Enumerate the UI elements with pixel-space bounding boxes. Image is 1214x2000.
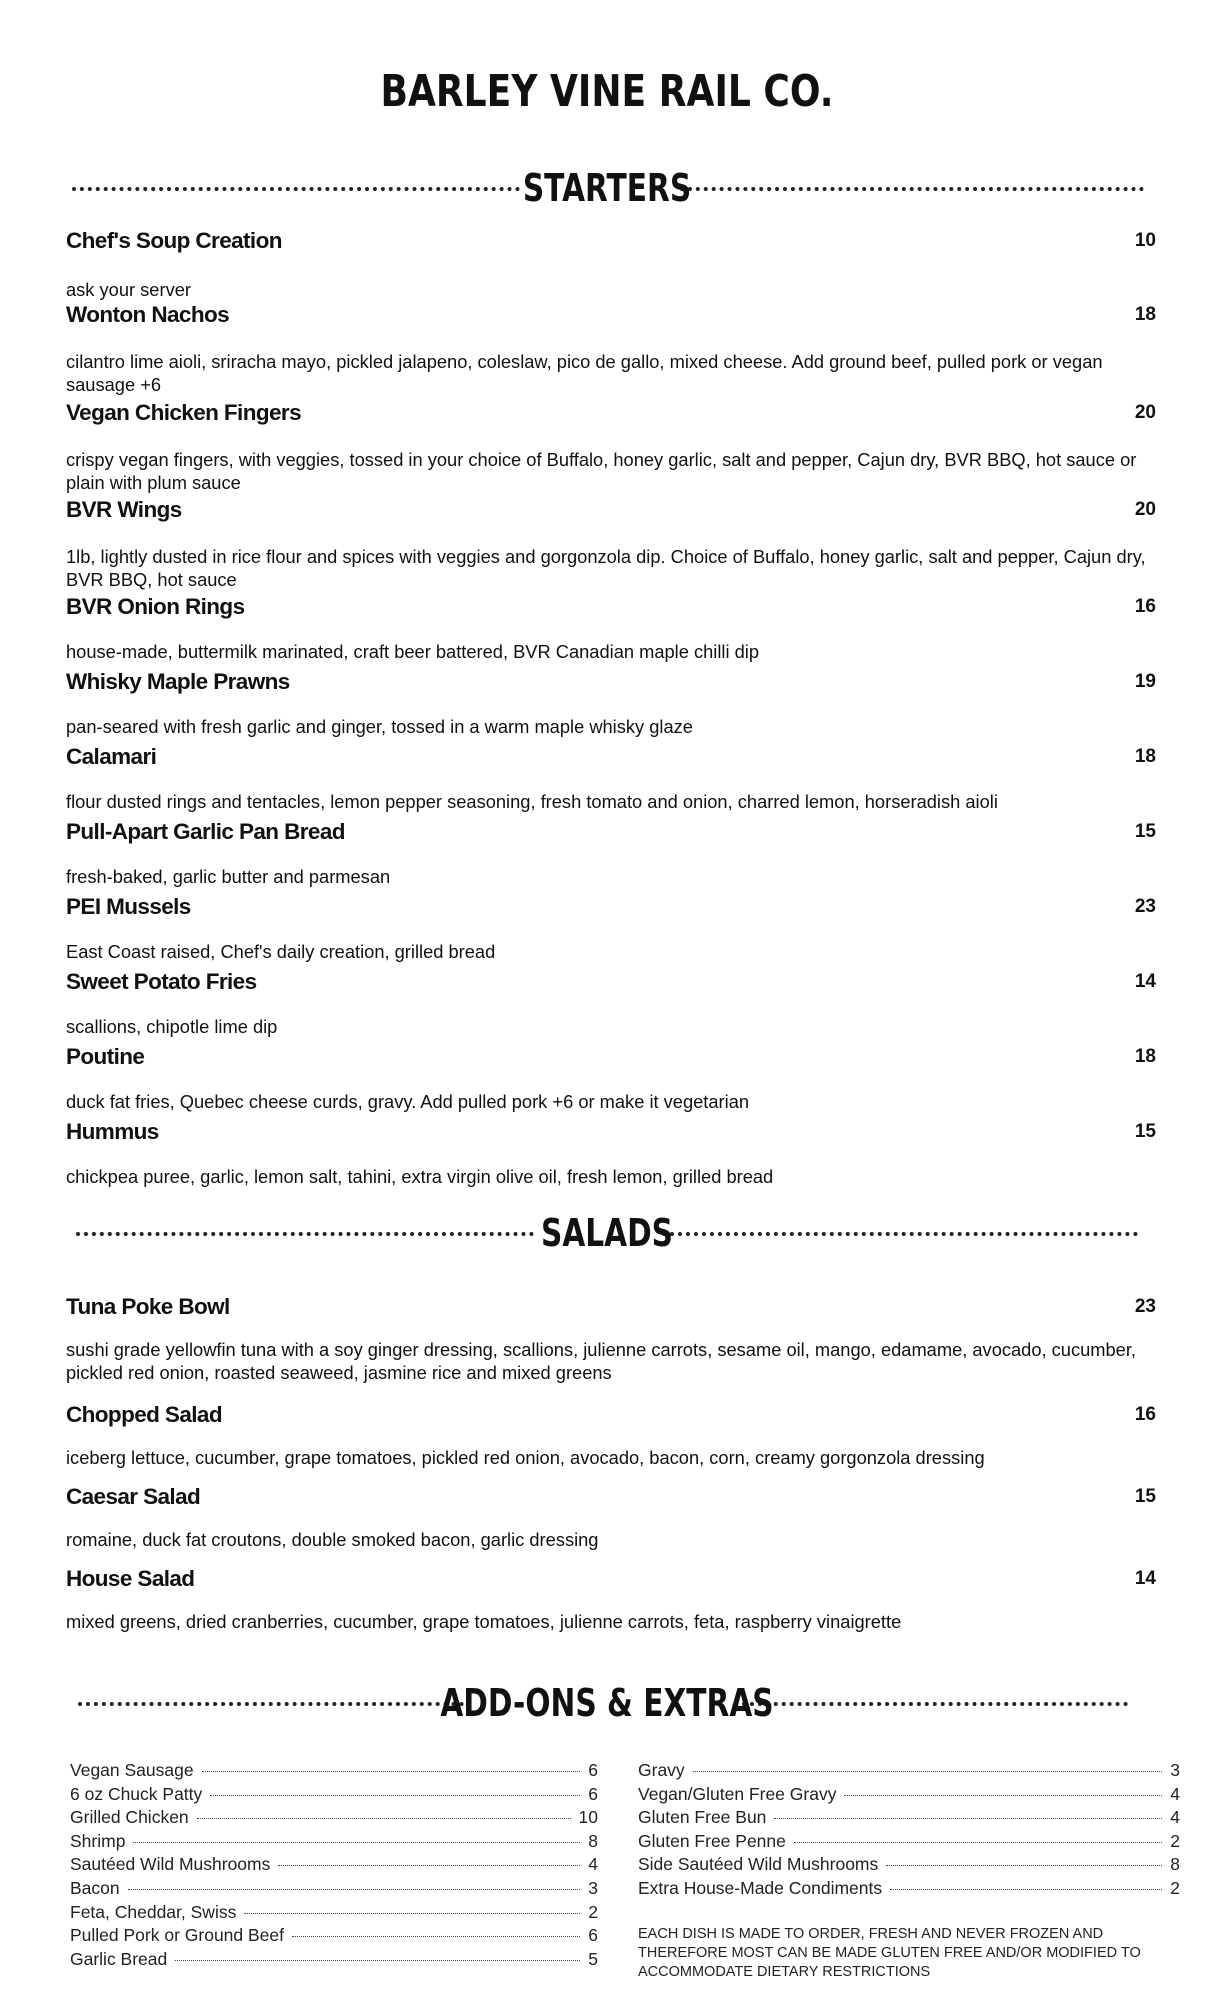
item-name: Pull-Apart Garlic Pan Bread [66,819,345,844]
item-price: 15 [1134,821,1156,842]
addon-row [70,1902,598,1926]
addon-row [638,1854,1180,1878]
item-name: House Salad [66,1566,195,1591]
addon-price: 8 [588,1830,598,1851]
addon-row [638,1878,1180,1902]
dot-leader [244,1913,580,1914]
addon-label: Pulled Pork or Ground Beef [70,1925,285,1946]
dot-leader [197,1818,571,1819]
dot-leader [202,1771,581,1772]
addon-row [70,1854,598,1878]
addon-label: Extra House-Made Condiments [638,1877,883,1898]
dot-leader [774,1818,1162,1819]
addon-price: 8 [1170,1854,1180,1875]
addon-price: 4 [1170,1783,1180,1804]
section-header-addons [66,1680,1148,1730]
section-header-salads [66,1210,1148,1260]
item-price: 18 [1134,746,1156,767]
item-name: BVR Onion Rings [66,594,245,619]
item-description: chickpea puree, garlic, lemon salt, tahini, extra virgin olive oil, fresh lemon, grilled bread [66,1166,774,1187]
item-description: fresh-baked, garlic butter and parmesan [66,866,391,887]
item-name: Wonton Nachos [66,302,230,327]
addon-label: Shrimp [70,1830,126,1851]
item-description: romaine, duck fat croutons, double smoked bacon, garlic dressing [66,1529,599,1550]
item-name: Calamari [66,744,157,769]
item-price: 23 [1134,896,1156,917]
addon-price: 5 [588,1948,598,1969]
addon-label: Bacon [70,1877,120,1898]
addon-label: Gluten Free Bun [638,1807,767,1828]
item-description: sushi grade yellowfin tuna with a soy ginger dressing, scallions, julienne carrots, sesame oil, mango, edamame, avocado, cucumber, pickled red onion, roasted seaweed, jasmine rice and mixed greens [66,1339,1137,1383]
dot-leader [844,1795,1162,1796]
item-name: BVR Wings [66,497,182,522]
addons-left-column [70,1760,598,1972]
item-name: Hummus [66,1119,159,1144]
addon-row [70,1949,598,1973]
item-price: 16 [1134,596,1156,617]
item-name: Tuna Poke Bowl [66,1294,230,1319]
addon-label: Grilled Chicken [70,1807,189,1828]
addon-price: 6 [588,1783,598,1804]
addon-price: 6 [588,1925,598,1946]
addon-price: 4 [1170,1807,1180,1828]
dot-leader [292,1936,580,1937]
addon-row [70,1878,598,1902]
item-price: 18 [1134,1046,1156,1067]
item-description: ask your server [66,279,191,300]
addon-row [70,1784,598,1808]
addon-label: Vegan/Gluten Free Gravy [638,1783,837,1804]
item-description: flour dusted rings and tentacles, lemon pepper seasoning, fresh tomato and onion, charred lemon, horseradish aioli [66,791,998,812]
addon-label: Gravy [638,1760,685,1780]
addons-right-column [638,1760,1180,1902]
item-description: mixed greens, dried cranberries, cucumber, grape tomatoes, julienne carrots, feta, raspberry vinaigrette [66,1611,902,1632]
addon-row [70,1807,598,1831]
item-description: 1lb, lightly dusted in rice flour and spices with veggies and gorgonzola dip. Choice of Buffalo, honey garlic, salt and pepper, Cajun dry, BVR BBQ, hot sauce [66,546,1146,590]
dot-leader [210,1795,580,1796]
dot-leader [886,1865,1162,1866]
dot-leader [890,1889,1162,1890]
addon-row [638,1760,1180,1784]
item-name: Poutine [66,1044,145,1069]
item-description: East Coast raised, Chef's daily creation, grilled bread [66,941,496,962]
item-price: 15 [1134,1486,1156,1507]
addon-price: 3 [588,1877,598,1898]
addon-row [638,1784,1180,1808]
item-name: Chef's Soup Creation [66,228,282,253]
addon-price: 2 [1170,1877,1180,1898]
item-price: 10 [1134,230,1156,251]
item-description: crispy vegan fingers, with veggies, tossed in your choice of Buffalo, honey garlic, salt and pepper, Cajun dry, BVR BBQ, hot sauce or plain with plum sauce [66,449,1137,493]
dot-leader [175,1960,580,1961]
item-description: duck fat fries, Quebec cheese curds, gravy. Add pulled pork +6 or make it vegetarian [66,1091,750,1112]
addon-row [70,1831,598,1855]
addon-row [70,1760,598,1784]
restaurant-name: BARLEY VINE RAIL CO. [380,66,834,117]
dietary-note: EACH DISH IS MADE TO ORDER, FRESH AND NEVER FROZEN AND THEREFORE MOST CAN BE MADE GLUTEN FREE AND/OR MODIFIED TO ACCOMMODATE DIETARY RESTRICTIONS [638,1926,1141,1980]
addon-price: 2 [1170,1830,1180,1851]
addon-row [638,1807,1180,1831]
item-description: iceberg lettuce, cucumber, grape tomatoes, pickled red onion, avocado, bacon, corn, creamy gorgonzola dressing [66,1447,985,1468]
item-price: 15 [1134,1121,1156,1142]
addon-price: 10 [578,1807,598,1828]
item-price: 14 [1134,1568,1156,1589]
item-price: 18 [1134,304,1156,325]
addon-label: Side Sautéed Wild Mushrooms [638,1854,879,1875]
addon-price: 6 [588,1760,598,1780]
item-price: 20 [1134,499,1156,520]
addon-label: 6 oz Chuck Patty [70,1783,203,1804]
addon-row [638,1831,1180,1855]
item-price: 20 [1134,402,1156,423]
item-description: pan-seared with fresh garlic and ginger, tossed in a warm maple whisky glaze [66,716,693,737]
item-name: Sweet Potato Fries [66,969,257,994]
section-title-starters: STARTERS [522,166,692,210]
section-title-salads: SALADS [540,1211,674,1255]
addon-label: Garlic Bread [70,1948,168,1969]
addon-label: Sautéed Wild Mushrooms [70,1854,271,1875]
item-price: 23 [1134,1296,1156,1317]
section-header-starters [66,165,1148,215]
addon-price: 2 [588,1901,598,1922]
item-name: Caesar Salad [66,1484,201,1509]
item-price: 19 [1134,671,1156,692]
item-name: Vegan Chicken Fingers [66,400,301,425]
section-title-addons: ADD-ONS & EXTRAS [440,1681,774,1725]
addon-price: 4 [588,1854,598,1875]
dot-leader [128,1889,581,1890]
item-description: cilantro lime aioli, sriracha mayo, pickled jalapeno, coleslaw, pico de gallo, mixed cheese. Add ground beef, pulled pork or vegan sausage +6 [66,351,1103,395]
addon-label: Gluten Free Penne [638,1830,786,1851]
dot-leader [794,1842,1162,1843]
item-description: scallions, chipotle lime dip [66,1016,278,1037]
item-price: 14 [1134,971,1156,992]
addon-row [70,1925,598,1949]
dot-leader [278,1865,580,1866]
dot-leader [133,1842,580,1843]
addon-price: 3 [1170,1760,1180,1780]
item-name: Whisky Maple Prawns [66,669,290,694]
item-name: PEI Mussels [66,894,191,919]
item-name: Chopped Salad [66,1402,222,1427]
dot-leader [693,1771,1163,1772]
item-price: 16 [1134,1404,1156,1425]
item-description: house-made, buttermilk marinated, craft beer battered, BVR Canadian maple chilli dip [66,641,760,662]
addon-label: Vegan Sausage [70,1760,194,1780]
addon-label: Feta, Cheddar, Swiss [70,1901,237,1922]
